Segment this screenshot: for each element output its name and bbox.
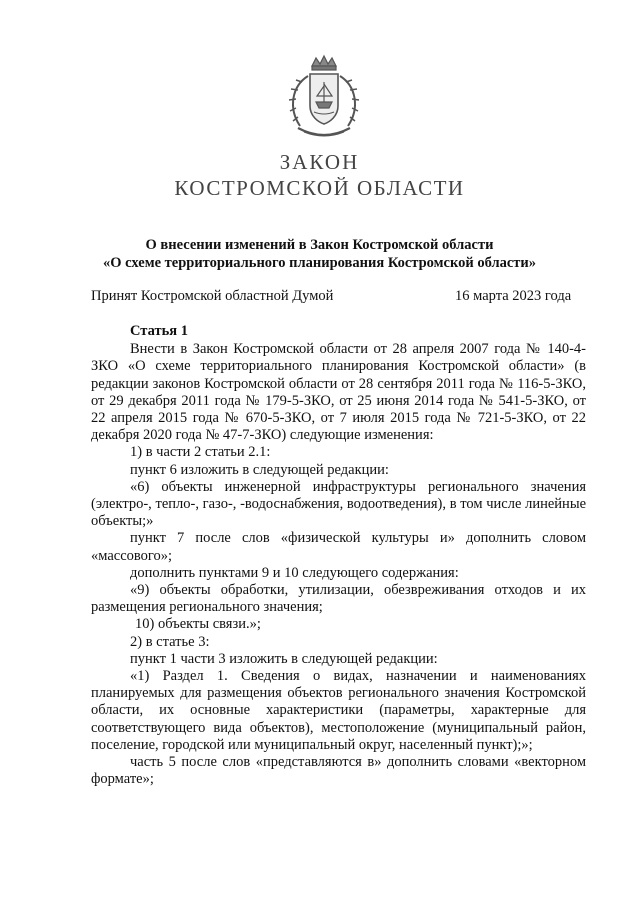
document-heading-line2: «О схеме территориального планирования Костромской области» bbox=[102, 255, 537, 271]
article-paragraph: «6) объекты инженерной инфраструктуры регионального значения (электро-, тепло-, газо-, -водоснабжения, водоотведения), в том числе линейные объекты;» bbox=[91, 478, 586, 530]
article-body bbox=[91, 323, 586, 788]
adopted-by: Принят Костромской областной Думой bbox=[91, 288, 334, 304]
article-paragraph: 10) объекты связи.»; bbox=[135, 616, 261, 633]
coat-of-arms-icon bbox=[278, 52, 370, 144]
article-paragraph: Внести в Закон Костромской области от 28 апреля 2007 года № 140-4-ЗКО «О схеме территориального планирования Костромской области» (в редакции законов Костромской области от 28 сентября 2011 года № 116-5-ЗКО, от 29 декабря 2011 года № 179-5-ЗКО, от 25 июня 2014 года № 541-5-ЗКО, от 22 апреля 2015 года № 670-5-ЗКО, от 7 июля 2015 года № 721-5-ЗКО, от 22 декабря 2020 года № 47-7-ЗКО) следующие изменения: bbox=[91, 341, 586, 444]
article-paragraph: часть 5 после слов «представляются в» дополнить словами «векторном формате»; bbox=[91, 754, 586, 788]
article-paragraph: 1) в части 2 статьи 2.1: bbox=[130, 444, 271, 461]
law-title-line2: КОСТРОМСКОЙ ОБЛАСТИ bbox=[174, 176, 465, 200]
article-paragraph: пункт 1 части 3 изложить в следующей редакции: bbox=[130, 650, 438, 667]
article-paragraph: пункт 7 после слов «физической культуры и» дополнить словом «массового»; bbox=[91, 530, 586, 564]
article-paragraph: «1) Раздел 1. Сведения о видах, назначении и наименованиях планируемых для размещения объектов регионального значения Костромской области, их основные характеристики (параметры, характерные для соответствующего вида объектов), местоположение (муниципальный район, поселение, городской или муниципальный округ, населенный пункт);»; bbox=[91, 668, 586, 753]
article-paragraph: «9) объекты обработки, утилизации, обезвреживания отходов и их размещения регионального значения; bbox=[91, 582, 586, 616]
adoption-date: 16 марта 2023 года bbox=[455, 288, 572, 304]
article-paragraph: 2) в статье 3: bbox=[130, 633, 210, 650]
article-paragraph: пункт 6 изложить в следующей редакции: bbox=[130, 461, 389, 478]
law-title-line1: ЗАКОН bbox=[279, 150, 360, 174]
article-paragraph: дополнить пунктами 9 и 10 следующего содержания: bbox=[130, 564, 459, 581]
document-heading-line1: О внесении изменений в Закон Костромской области bbox=[145, 237, 494, 253]
article-title: Статья 1 bbox=[130, 323, 188, 339]
